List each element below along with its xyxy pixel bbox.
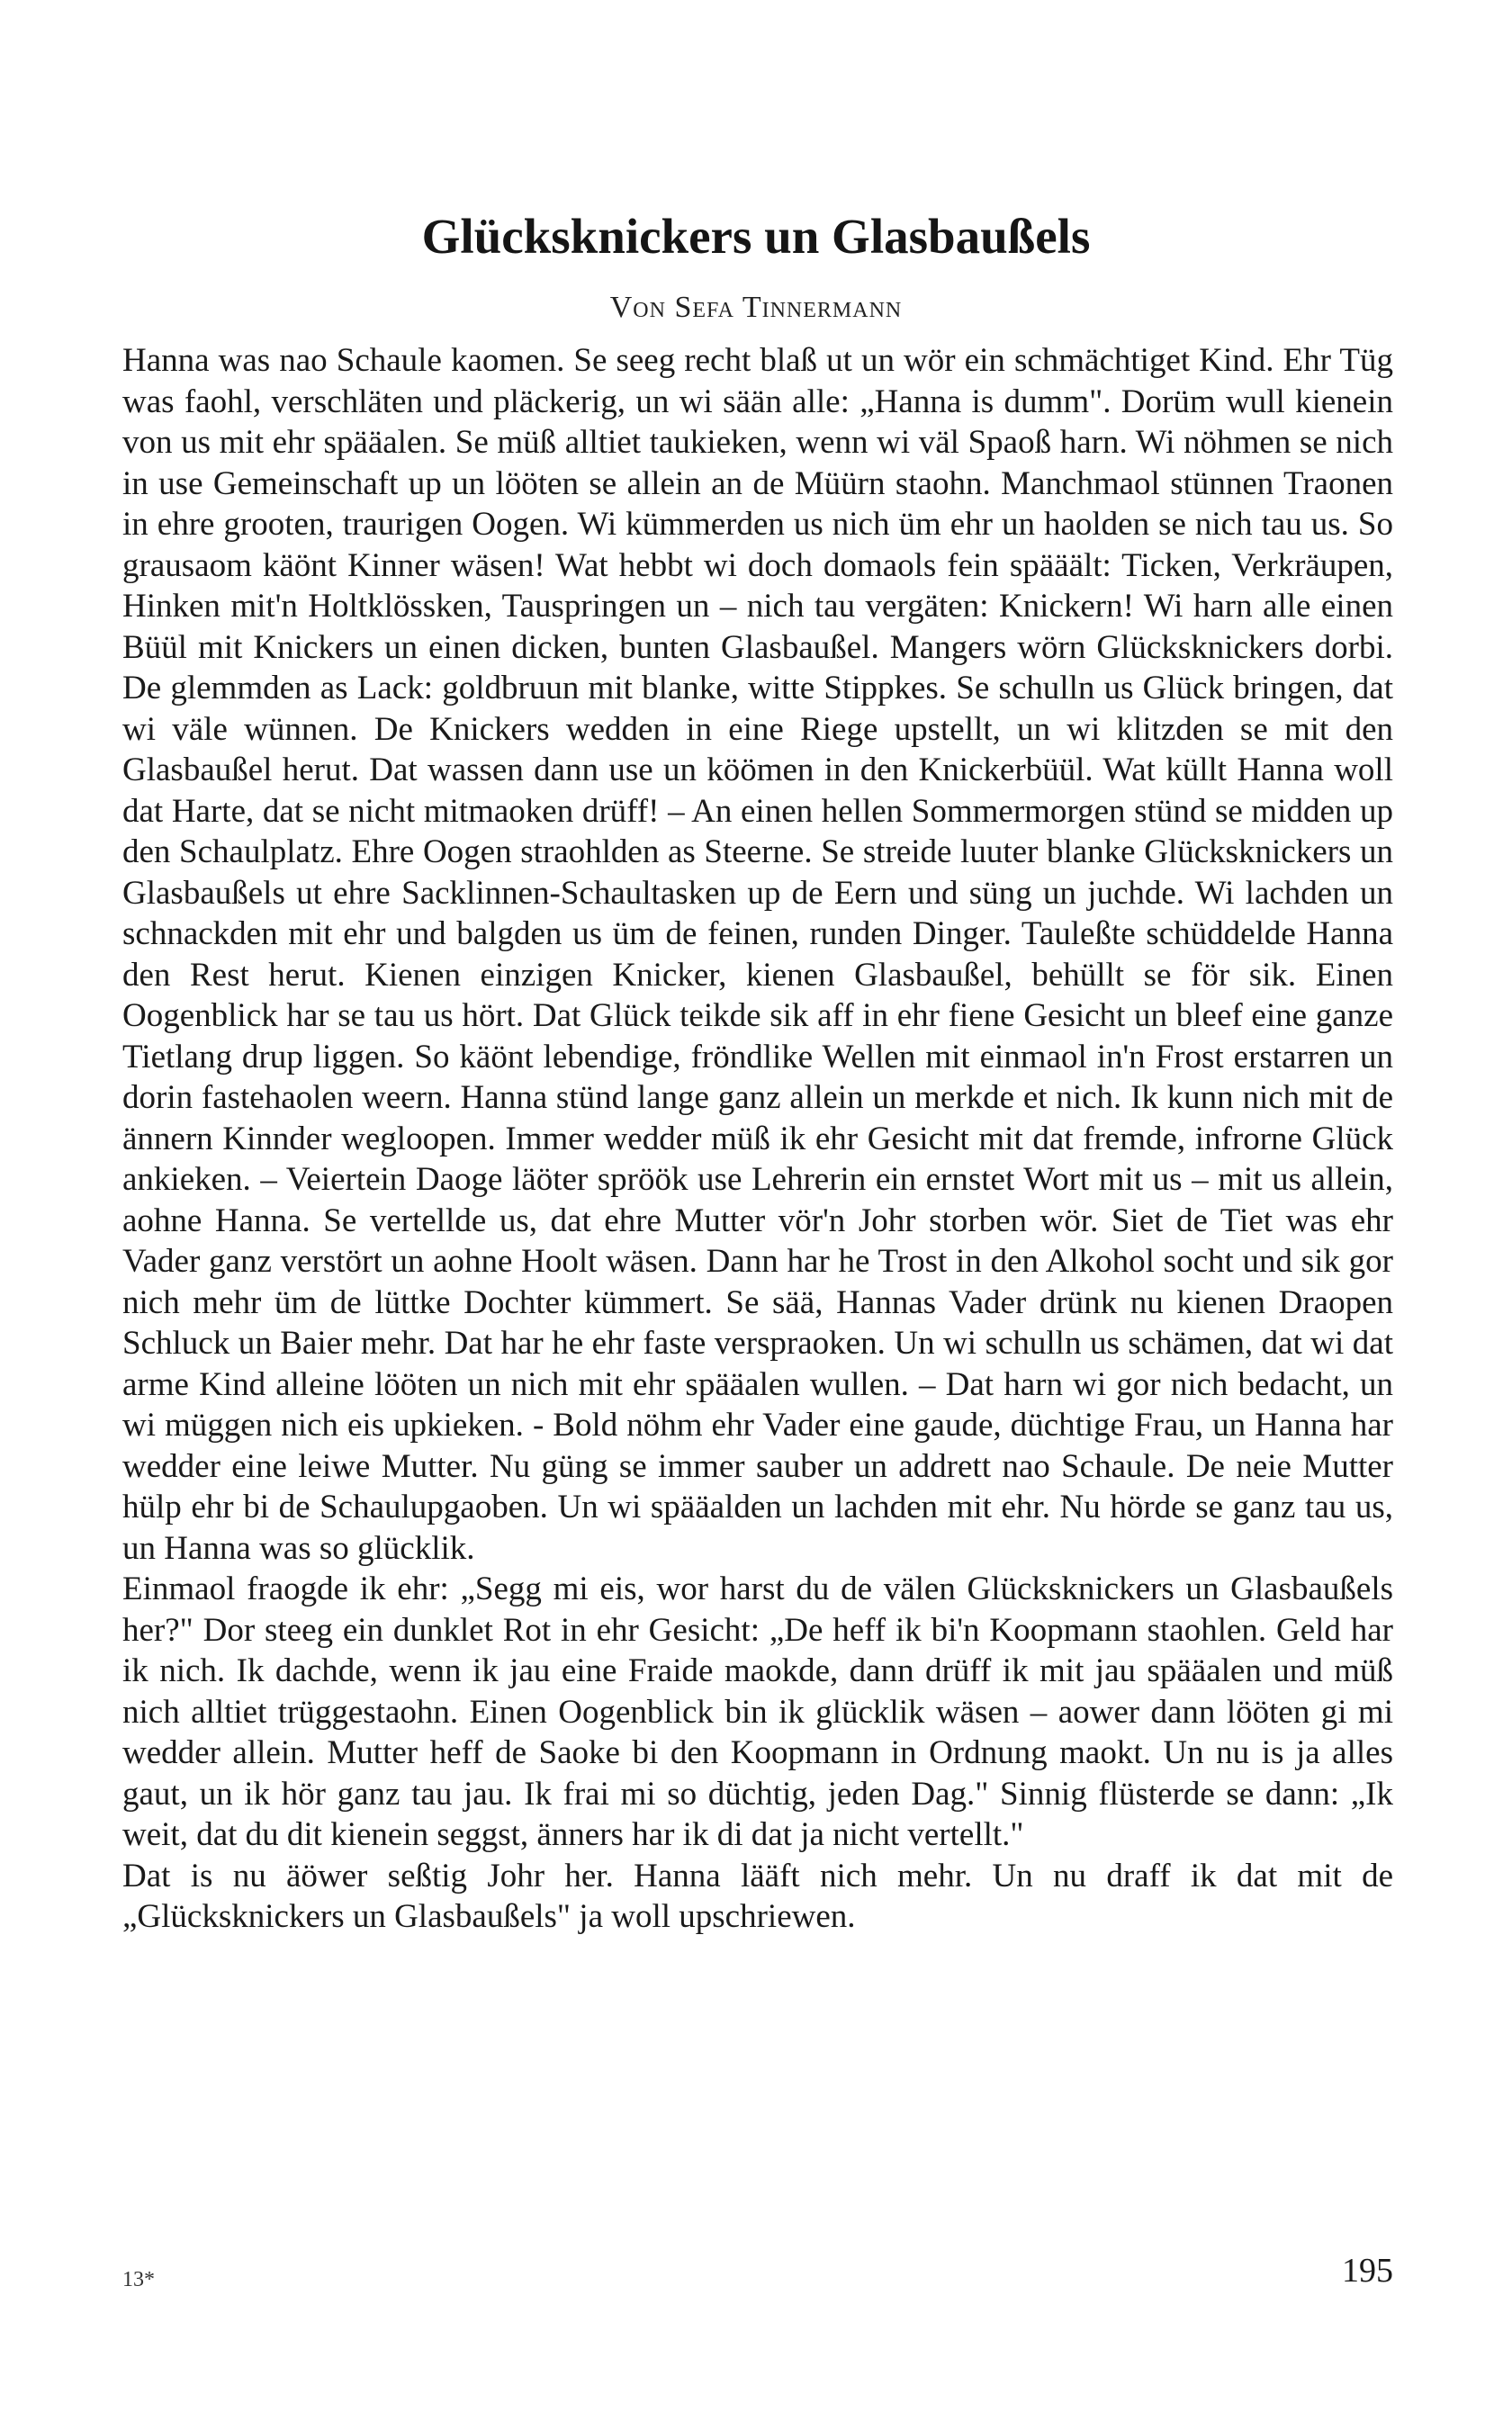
paragraph-1: Hanna was nao Schaule kaomen. Se seeg recht blaß ut un wör ein schmächtiget Kind. Ehr Tüg was faohl, verschläten und pläckerig, un wi sään alle: „Hanna is dumm". Dorüm wull kienein von us mit ehr spääalen. Se müß alltiet taukieken, wenn wi väl Spaoß harn. Wi nöhmen se nich in use Gemeinschaft up un lööten se allein an de Müürn staohn. Manchmaol stünnen Traonen in ehre grooten, traurigen Oogen. Wi kümmerden us nich üm ehr un haolden se nich tau us. So grausaom käönt Kinner wäsen! Wat hebbt wi doch domaols fein spääält: Ticken, Verkräupen, Hinken mit'n Holtklössken, Tauspringen un – nich tau vergäten: Knickern! Wi harn alle einen Büül mit Knickers un einen dicken, bunten Glasbaußel. Mangers wörn Glücksknickers dorbi. De glemmden as Lack: goldbruun mit blanke, witte Stippkes. Se schulln us Glück bringen, dat wi väle wünnen. De Knickers wedden in eine Riege upstellt, un wi klitzden se mit den Glasbaußel herut. Dat wassen dann use un köömen in den Knickerbüül. Wat küllt Hanna woll dat Harte, dat se nicht mitmaoken drüff! – An einen hellen Sommermorgen stünd se midden up den Schaulplatz. Ehre Oogen straohlden as Steerne. Se streide luuter blanke Glücksknickers un Glasbaußels ut ehre Sacklinnen-Schaultasken up de Eern und süng un juchde. Wi lachden un schnackden mit ehr und balgden us üm de feinen, runden Dinger. Tauleßte schüddelde Hanna den Rest herut. Kienen einzigen Knicker, kienen Glasbaußel, behüllt se för sik. Einen Oogenblick har se tau us hört. Dat Glück teikde sik aff in ehr fiene Gesicht un bleef eine ganze Tietlang drup liggen. So käönt lebendige, fröndlike Wellen mit einmaol in'n Frost erstarren un dorin fastehaolen weern. Hanna stünd lange ganz allein un merkde et nich. Ik kunn nich mit de ännern Kinnder wegloopen. Immer wedder müß ik ehr Gesicht mit dat fremde, infrorne Glück ankieken. – Veiertein Daoge läöter spröök use Lehrerin ein ernstet Wort mit us – mit us allein, aohne Hanna. Se vertellde us, dat ehre Mutter vör'n Johr storben wör. Siet de Tiet was ehr Vader ganz verstört un aohne Hoolt wäsen. Dann har he Trost in den Alkohol socht und sik gor nich mehr üm de lüttke Dochter kümmert. Se sää, Hannas Vader drünk nu kienen Draopen Schluck un Baier mehr. Dat har he ehr faste verspraoken. Un wi schulln us schämen, dat wi dat arme Kind alleine lööten un nich mit ehr spääalen wullen. – Dat harn wi gor nich bedacht, un wi müggen nich eis upkieken. - Bold nöhm ehr Vader eine gaude, düchtige Frau, un Hanna har wedder eine leiwe Mutter. Nu güng se immer sauber un addrett nao Schaule. De neie Mutter hülp ehr bi de Schaulupgaoben. Un wi spääalden un lachden mit ehr. Nu hörde se ganz tau us, un Hanna was so glücklik. <box>122 342 1393 1567</box>
author-byline: Von Sefa Tinnermann <box>609 291 903 324</box>
story-body <box>122 340 1393 1938</box>
paragraph-3: Dat is nu äöwer seßtig Johr her. Hanna lääft nich mehr. Un nu draff ik dat mit de „Glücksknickers un Glasbaußels" ja woll upschriewen. <box>122 1857 1393 1935</box>
printer-signature-mark: 13* <box>122 2268 155 2291</box>
page-number: 195 <box>1342 2252 1393 2290</box>
story-title: Glücksknickers un Glasbaußels <box>421 209 1091 264</box>
paragraph-2: Einmaol fraogde ik ehr: „Segg mi eis, wor harst du de välen Glücksknickers un Glasbaußels her?" Dor steeg ein dunklet Rot in ehr Gesicht: „De heff ik bi'n Koopmann staohlen. Geld har ik nich. Ik dachde, wenn ik jau eine Fraide maokde, dann drüff ik mit jau spääalen und müß nich alltiet trüggestaohn. Einen Oogenblick bin ik glücklik wäsen – aower dann lööten gi mi wedder allein. Mutter heff de Saoke bi den Koopmann in Ordnung maokt. Un nu is ja alles gaut, un ik hör ganz tau jau. Ik frai mi so düchtig, jeden Dag." Sinnig flüsterde se dann: „Ik weit, dat du dit kienein seggst, änners har ik di dat ja nicht vertellt." <box>122 1570 1393 1853</box>
